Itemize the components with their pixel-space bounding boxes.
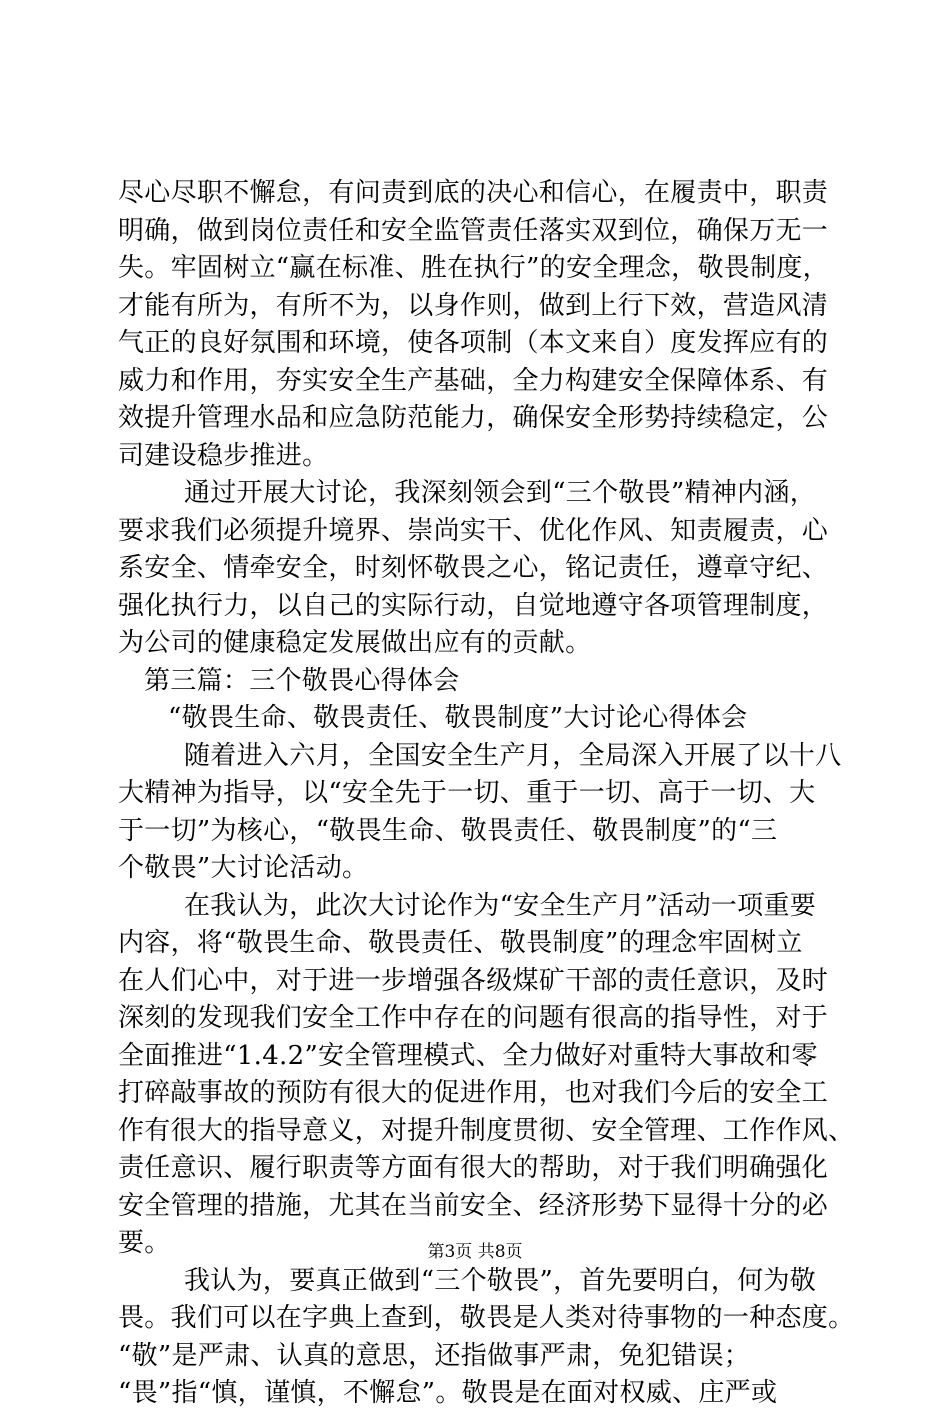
text-line: 系安全、情牵安全，时刻怀敬畏之心，铭记责任，遵章守纪、 — [118, 553, 829, 583]
text-line: 为公司的健康稳定发展做出应有的贡献。 — [118, 628, 592, 658]
text-line: 责任意识、履行职责等方面有很大的帮助，对于我们明确强化 — [118, 1153, 829, 1183]
text-line: 效提升管理水品和应急防范能力，确保安全形势持续稳定，公 — [118, 403, 829, 433]
text-line: 明确，做到岗位责任和安全监管责任落实双到位，确保万无一 — [118, 215, 829, 246]
text-line: 在人们心中，对于进一步增强各级煤矿干部的责任意识，及时 — [118, 965, 829, 996]
text-line: 全面推进“1.4.2”安全管理模式、全力做好对重特大事故和零 — [118, 1040, 818, 1071]
text-line: “畏”指“慎，谨慎，不懈怠”。敬畏是在面对权威、庄严或 — [118, 1378, 778, 1408]
text-line: 作有很大的指导意义，对提升制度贯彻、安全管理、工作作风、 — [118, 1115, 855, 1146]
text-line: 打碎敲事故的预防有很大的促进作用，也对我们今后的安全工 — [118, 1078, 829, 1108]
section-heading: 第三篇：三个敬畏心得体会 — [144, 665, 460, 696]
text-line: 安全管理的措施，尤其在当前安全、经济形势下显得十分的必 — [118, 1190, 829, 1221]
paragraph-start-line: 我认为，要真正做到“三个敬畏”，首先要明白，何为敬 — [184, 1265, 817, 1296]
text-line: 个敬畏”大讨论活动。 — [118, 853, 369, 883]
article-title: “敬畏生命、敬畏责任、敬畏制度”大讨论心得体会 — [168, 703, 748, 733]
text-line: 才能有所为，有所不为，以身作则，做到上行下效，营造风清 — [118, 290, 829, 321]
paragraph-start-line: 在我认为，此次大讨论作为“安全生产月”活动一项重要 — [184, 890, 817, 921]
text-line: 威力和作用，夯实安全生产基础，全力构建安全保障体系、有 — [118, 365, 829, 396]
text-line: 强化执行力，以自己的实际行动，自觉地遵守各项管理制度， — [118, 590, 829, 621]
text-line: “敬”是严肃、认真的意思，还指做事严肃，免犯错误； — [118, 1340, 751, 1371]
text-line: 尽心尽职不懈怠，有问责到底的决心和信心，在履责中，职责 — [118, 178, 829, 208]
paragraph-start-line: 随着进入六月，全国安全生产月，全局深入开展了以十八 — [184, 740, 842, 771]
page-number-footer: 第3页 共8页 — [427, 1242, 523, 1262]
text-line: 内容，将“敬畏生命、敬畏责任、敬畏制度”的理念牢固树立 — [118, 928, 803, 958]
text-line: 失。牢固树立“赢在标准、胜在执行”的安全理念，敬畏制度， — [118, 253, 829, 283]
paragraph-start-line: 通过开展大讨论，我深刻领会到“三个敬畏”精神内涵， — [184, 478, 817, 508]
text-line: 要。 — [118, 1228, 171, 1258]
text-line: 深刻的发现我们安全工作中存在的问题有很高的指导性，对于 — [118, 1003, 829, 1033]
text-line: 气正的良好氛围和环境，使各项制（本文来自）度发挥应有的 — [118, 328, 829, 358]
text-line: 畏。我们可以在字典上查到，敬畏是人类对待事物的一种态度。 — [118, 1303, 855, 1333]
text-line: 于一切”为核心，“敬畏生命、敬畏责任、敬畏制度”的“三 — [118, 815, 778, 846]
document-body — [118, 175, 855, 1413]
text-line: 大精神为指导，以“安全先于一切、重于一切、高于一切、大 — [118, 778, 816, 808]
text-line: 司建设稳步推进。 — [118, 440, 329, 471]
text-line: 要求我们必须提升境界、崇尚实干、优化作风、知责履责，心 — [118, 515, 829, 546]
